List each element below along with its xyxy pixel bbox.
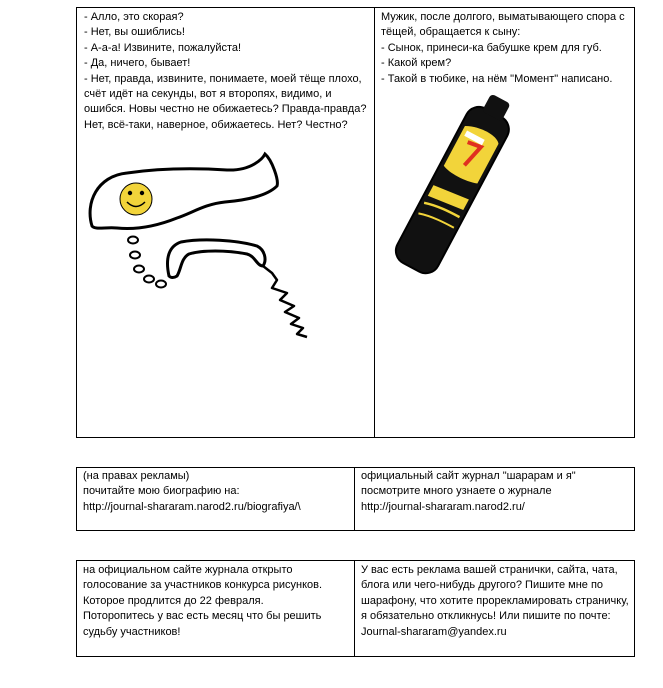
smiley-face [120, 183, 152, 215]
phone-smiley-icon [77, 8, 374, 437]
comic-left-panel [77, 8, 374, 437]
glue-tube-icon [375, 8, 634, 437]
comic-right-panel [375, 8, 634, 437]
left-joke-text: - Алло, это скорая? - Нет, вы ошиблись! - А-а-а! Извините, пожалуйста! - Да, ничего, бывает! - Нет, правда, извините, понимаете, моей тёще плохо, счёт идёт на секунды, вот я второпях, видимо, и ошибся. Новы честно не обижаетесь? Правда-правда? Нет, всё-таки, наверное, обижаетесь. Нет? Честно? [84, 11, 367, 131]
contest-voting-ad: на официальном сайте журнала открыто голосование за участников конкурса рисунков. Которое продлится до 22 февраля. Поторопитесь у вас есть месяц что бы решить судьбу участников! [83, 564, 323, 638]
advertise-with-us-ad: У вас есть реклама вашей странички, сайта, чата, блога или чего-нибудь другого? Пишите мне по шарафону, что хотите прорекламировать страничку, я обязательно откликнусь! Или пишите по почте: Journal-shararam@yandex.ru [361, 564, 629, 638]
right-joke-text: Мужик, после долгого, выматывающего спора с тёщей, обращается к сыну: - Сынок, принеси-ка бабушке крем для губ. - Какой крем? - Такой в тюбике, на нём "Момент" написано. [381, 11, 625, 85]
ads-divider-2 [354, 560, 355, 657]
official-site-ad: официальный сайт журнал "шарарам и я" посмотрите много узнаете о журнале http://journal-shararam.narod2.ru/ [361, 470, 576, 513]
biography-ad: (на правах рекламы) почитайте мою биографию на: http://journal-shararam.narod2.ru/biografiya/\ [83, 470, 301, 513]
ads-divider-1 [354, 467, 355, 531]
